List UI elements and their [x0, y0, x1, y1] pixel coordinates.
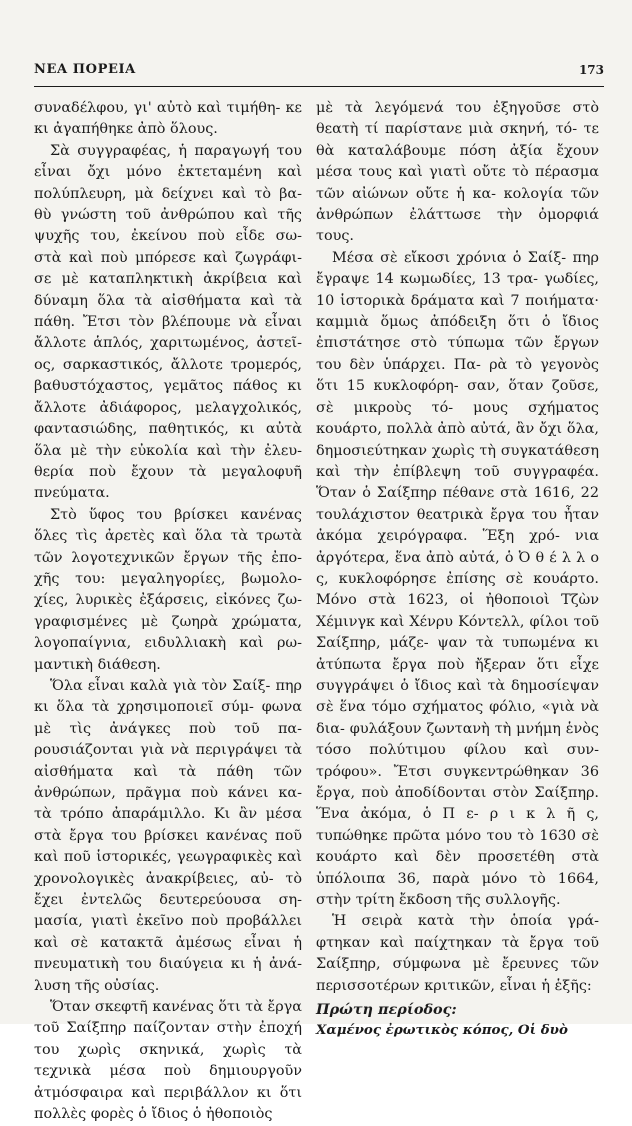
paragraph: μὲ τὰ λεγόμενά του ἐξηγοῦσε στὸ θεατὴ τί παρίστανε μιὰ σκηνή, τό- τε θὰ καταλάβουμε πόση ἀξία ἔχουν μέσα τους καὶ γιατὶ οὔτε τὸ πέρασμα τῶν αἰώνων οὔτε ἡ κα- κολογία τῶν ἀνθρώπων ἐλάττωσε τὴν ὀμορφιά τους.	[316, 100, 599, 245]
paragraph: Ἡ σειρὰ κατὰ τὴν ὁποία γρά- φτηκαν καὶ παίχτηκαν τὰ ἔργα τοῦ Σαίξπηρ, σύμφωνα μὲ ἔρευνες τῶν περισσοτέρων κριτικῶν, εἶναι ἡ ἑξῆς:	[316, 913, 599, 994]
paragraph: Σὰ συγγραφέας, ἡ παραγωγή του εἶναι ὄχι μόνο ἐκτεταμένη καὶ πολύπλευρη, μὰ δείχνει καὶ τὸ βα- θὺ γνώστη τοῦ ἀνθρώπου καὶ τῆς ψυχῆς του, ἐκείνου ποὺ εἶδε σω- στὰ καὶ ποὺ μπόρεσε καὶ ζωγράφι- σε μὲ καταπληκτικὴ ἀκρίβεια καὶ δύναμη ὅλα τὰ αἰσθήματα καὶ τὰ πάθη. Ἔτσι τὸν βλέπουμε νὰ εἶναι ἄλλοτε ἁπλός, χαριτωμένος, ἀστεῖ- ος, σαρκαστικός, ἄλλοτε τρομερός, βαθυστόχαστος, γεμᾶτος πάθος κι ἄλλοτε ἀδιάφορος, μελαγχολικός, φαντασιώδης, παθητικός, κι αὐτὰ ὅλα μὲ τὴν εὐκολία καὶ τὴν ἐλευ- θερία ποὺ ἔχουν τὰ μεγαλοφυῆ πνεύματα.	[34, 142, 302, 502]
left-column	[34, 98, 302, 1126]
page-header	[34, 62, 604, 84]
section-subline: Χαμένος ἐρωτικὸς κόπος, Οἱ δυὸ	[316, 1022, 568, 1039]
paragraph: Ὅταν σκεφτῆ κανένας ὅτι τὰ ἔργα τοῦ Σαίξπηρ παίζονταν στὴν ἐποχή του χωρὶς σκηνικά, χωρὶς τὰ τεχνικὰ μέσα ποὺ δημιουργοῦν ἀτμόσφαιρα καὶ περιβάλλον κι ὅτι πολλὲς φορὲς ὁ ἴδιος ὁ ἠθοποιὸς	[34, 999, 302, 1123]
section-heading: Πρώτη περίοδος:	[316, 1001, 457, 1019]
journal-title: ΝΕΑ ΠΟΡΕΙΑ	[34, 62, 136, 77]
paragraph: Ὅλα εἶναι καλὰ γιὰ τὸν Σαίξ- πηρ κι ὅλα τὰ χρησιμοποιεῖ σύμ- φωνα μὲ τὶς ἀνάγκες ποὺ τοῦ πα- ρουσιάζονται γιὰ νὰ περιγράψει τὰ αἰσθήματα καὶ τὰ πάθη τῶν ἀνθρώπων, πρᾶγμα ποὺ κάνει κα- τὰ τρόπο ἀπαράμιλλο. Κι ἂν μέσα στὰ ἔργα του βρίσκει κανένας ποῦ καὶ ποῦ ἱστορικές, γεωγραφικὲς καὶ χρονολογικὲς ἀνακρίβειες, αὐ- τὸ ἔχει ἐντελῶς δευτερεύουσα ση- μασία, γιατὶ ἐκεῖνο ποὺ προβάλλει καὶ σὲ κατακτᾶ ἀμέσως εἶναι ἡ πνευματικὴ του διαύγεια κι ἡ ἀνά- λυση τῆς οὐσίας.	[34, 677, 302, 994]
paragraph: συναδέλφου, γι' αὐτὸ καὶ τιμήθη- κε κι ἀγαπήθηκε ἀπὸ ὅλους.	[34, 100, 302, 138]
paragraph: Μέσα σὲ εἴκοσι χρόνια ὁ Σαίξ- πηρ ἔγραψε 14 κωμωδίες, 13 τρα- γωδίες, 10 ἱστορικὰ δράματα καὶ 7 ποιήματα· καμμιὰ ὅμως ἀπόδειξη ὅτι ὁ ἴδιος ἐπιστάτησε στὸ τύπωμα τῶν ἔργων του δὲν ὑπάρχει. Πα- ρὰ τὸ γεγονὸς ὅτι 15 κυκλοφόρη- σαν, ὅταν ζοῦσε, σὲ μικροὺς τό- μους σχήματος κουάρτο, πολλὰ ἀπὸ αὐτά, ἂν ὄχι ὅλα, δημοσιεύτηκαν χωρὶς τὴ συγκατάθεση καὶ τὴν ἐπίβλεψη τοῦ συγγραφέα. Ὅταν ὁ Σαίξπηρ πέθανε στὰ 1616, 22 τουλάχιστον θεατρικὰ ἔργα του ἦταν ἀκόμα χειρόγραφα. Ἕξη χρό- νια ἀργότερα, ἕνα ἀπὸ αὐτά, ὁ Ὀ θ έ λ λ ο ς, κυκλοφόρησε ἐπίσης σὲ κουάρτο. Μόνο στὰ 1623, οἱ ἠθοποιοὶ Τζὼν Χέμινγκ καὶ Χένρυ Κόντελλ, φίλοι τοῦ Σαίξπηρ, μάζε- ψαν τὰ τυπωμένα κι ἀτύπωτα ἔργα ποὺ ἤξεραν ὅτι εἶχε συγγράψει ὁ ἴδιος καὶ τὰ δημοσίεψαν σὲ ἕνα τόμο σχήματος φόλιο, «γιὰ νὰ δια- φυλάξουν ζωντανὴ τὴ μνήμη ἑνὸς τόσο πολύτιμου φίλου καὶ συν- τρόφου». Ἔτσι συγκεντρώθηκαν 36 ἔργα, ποὺ ἀποδίδονται στὸν Σαίξπηρ. Ἕνα ἀκόμα, ὁ Π ε- ρ ι κ λ ῆ ς, τυπώθηκε πρῶτα μόνο του τὸ 1630 σὲ κουάρτο καὶ δὲν προσετέθη στὰ ὑπόλοιπα 36, παρὰ μόνο τὸ 1664, στὴν τρίτη ἔκδοση τῆς συλλογῆς.	[316, 249, 599, 909]
header-rule	[34, 86, 604, 87]
paragraph: Στὸ ὕφος του βρίσκει κανένας ὅλες τὶς ἀρετὲς καὶ ὅλα τὰ τρωτὰ τῶν λογοτεχνικῶν ἔργων τῆς ἐπο- χῆς του: μεγαληγορίες, βωμολο- χίες, λυρικὲς ἐξάρσεις, εἰκόνες ζω- γραφισμένες μὲ ζωηρὰ χρώματα, λογοπαίγνια, ειδυλλιακὴ καὶ ρω- μαντικὴ διάθεση.	[34, 506, 302, 673]
page-number: 173	[578, 63, 604, 77]
right-column	[316, 98, 599, 1042]
